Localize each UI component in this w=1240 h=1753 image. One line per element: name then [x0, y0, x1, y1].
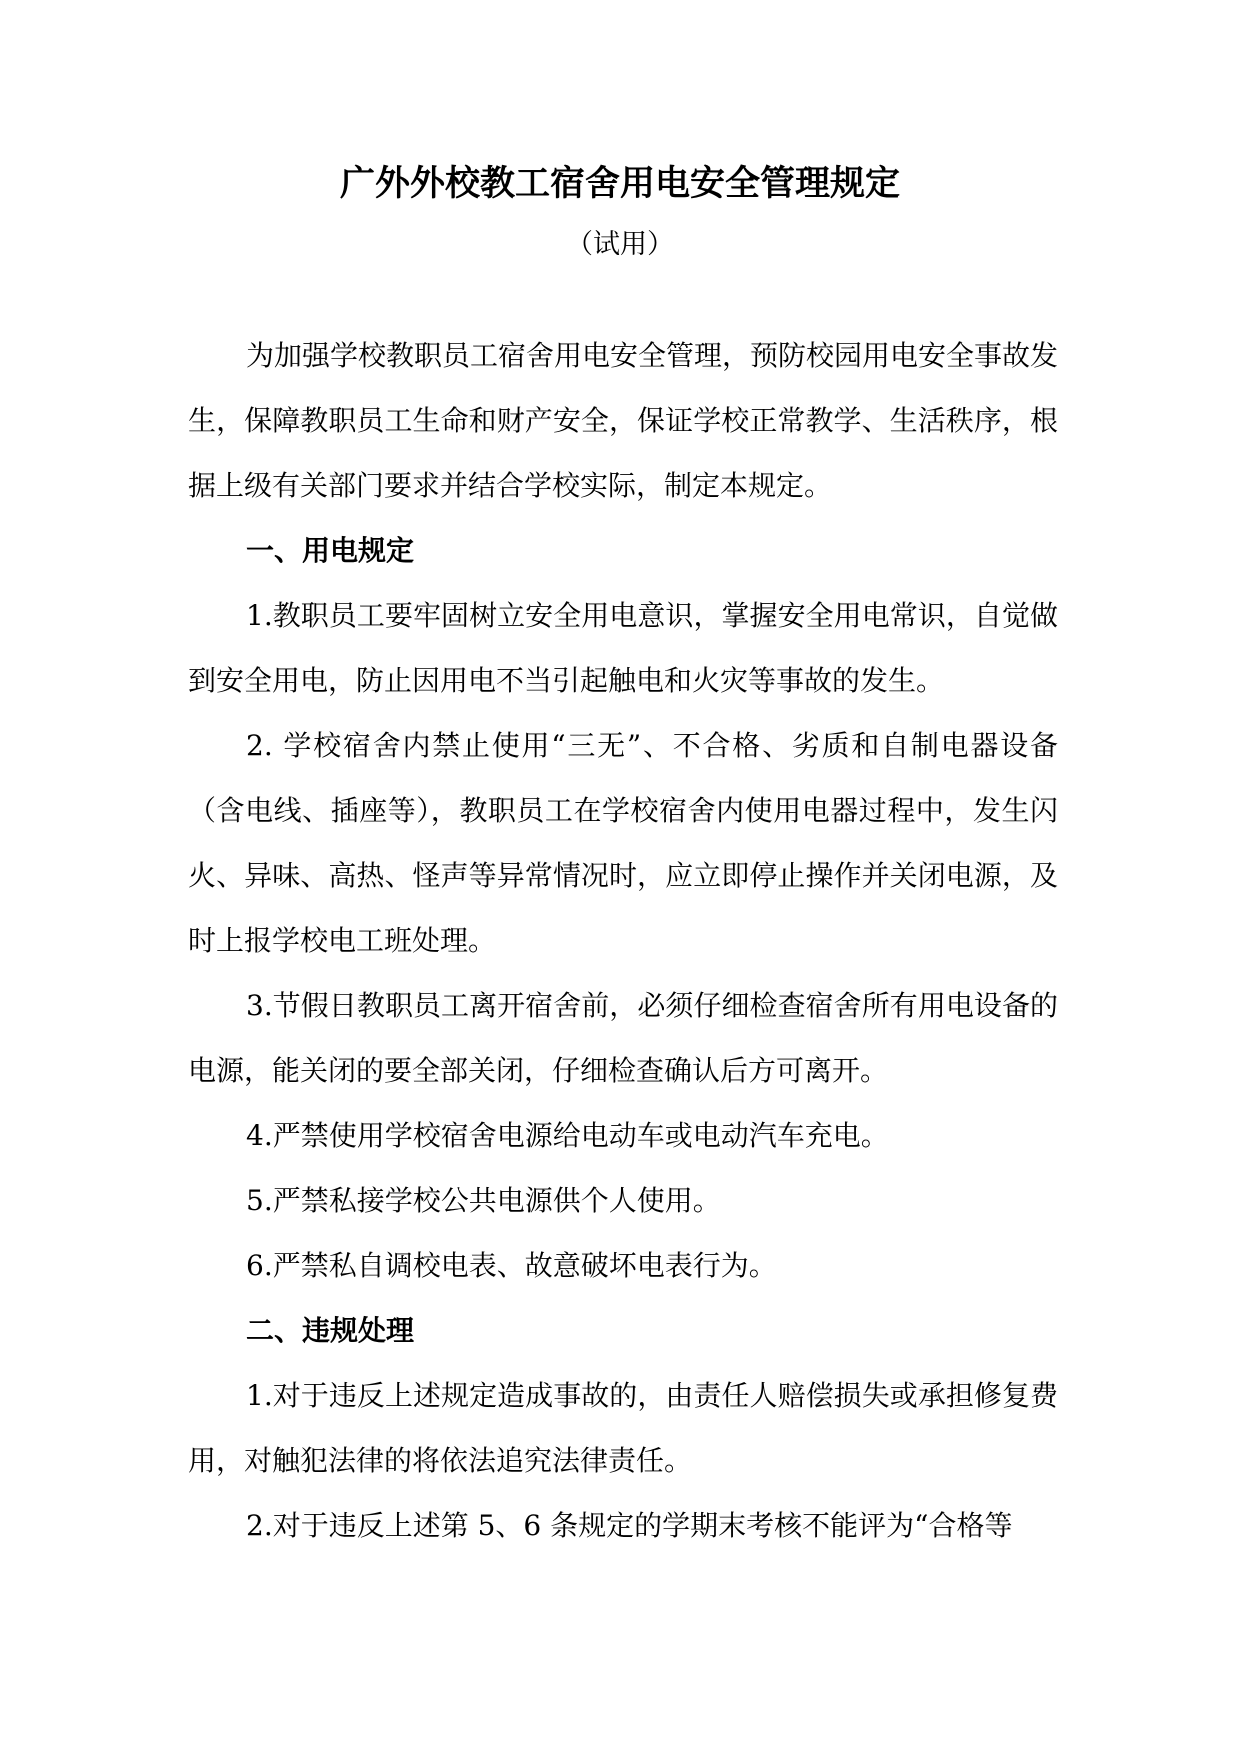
intro-paragraph: 为加强学校教职员工宿舍用电安全管理，预防校园用电安全事故发生，保障教职员工生命和财产安全，保证学校正常教学、生活秩序，根据上级有关部门要求并结合学校实际，制定本规定。 [188, 339, 1059, 502]
rule-item-1: 1.教职员工要牢固树立安全用电意识，掌握安全用电常识，自觉做到安全用电，防止因用电不当引起触电和火灾等事故的发生。 [188, 599, 1058, 697]
rule-item-6: 6.严禁私自调校电表、故意破坏电表行为。 [246, 1249, 777, 1282]
rule-item-2: 2. 学校宿舍内禁止使用“三无”、不合格、劣质和自制电器设备（含电线、插座等），教职员工在学校宿舍内使用电器过程中，发生闪火、异味、高热、怪声等异常情况时，应立即停止操作并关闭电源，及时上报学校电工班处理。 [188, 729, 1058, 957]
rule-item-5: 5.严禁私接学校公共电源供个人使用。 [246, 1184, 721, 1217]
document-body [188, 323, 1058, 1558]
violation-item-1: 1.对于违反上述规定造成事故的，由责任人赔偿损失或承担修复费用，对触犯法律的将依法追究法律责任。 [188, 1379, 1058, 1477]
violation-item-2: 2.对于违反上述第 5、6 条规定的学期末考核不能评为“合格等 [246, 1509, 1013, 1542]
rule-item-3: 3.节假日教职员工离开宿舍前，必须仔细检查宿舍所有用电设备的电源，能关闭的要全部关闭，仔细检查确认后方可离开。 [188, 989, 1058, 1087]
document-title: 广外外校教工宿舍用电安全管理规定 [339, 164, 900, 204]
section-heading-violations: 二、违规处理 [246, 1314, 415, 1347]
section-heading-rules: 一、用电规定 [246, 534, 415, 567]
rule-item-4: 4.严禁使用学校宿舍电源给电动车或电动汽车充电。 [246, 1119, 889, 1152]
document-subtitle: （试用） [566, 229, 674, 260]
